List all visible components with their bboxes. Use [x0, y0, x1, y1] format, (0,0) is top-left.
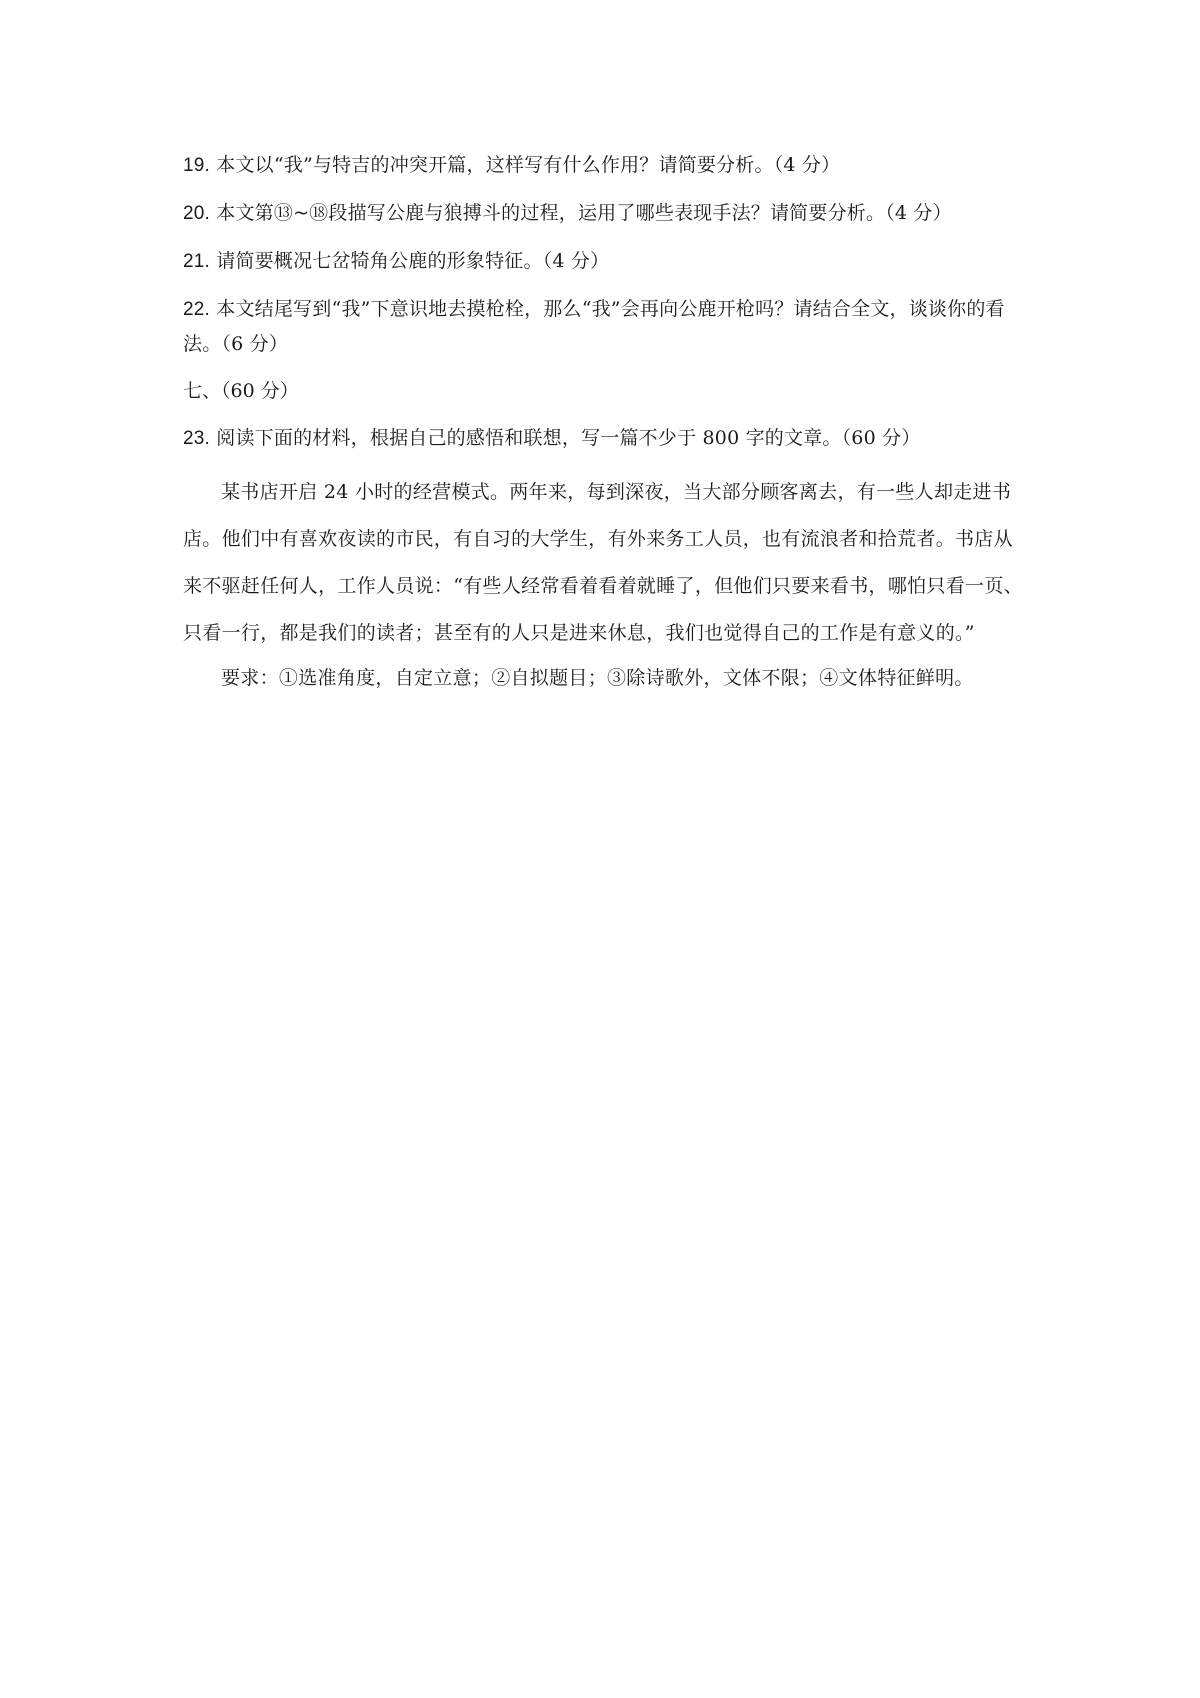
question-number: 19. — [183, 155, 211, 176]
question-number: 21. — [183, 251, 211, 272]
question-23 — [183, 421, 1028, 456]
question-text: 本文以“我”与特吉的冲突开篇，这样写有什么作用？请简要分析。（4 分） — [216, 154, 841, 176]
exam-page — [183, 148, 1028, 695]
question-20 — [183, 196, 1028, 231]
question-21 — [183, 244, 1028, 279]
essay-requirements: 要求：①选准角度，自定立意；②自拟题目；③除诗歌外，文体不限；④文体特征鲜明。 — [221, 667, 974, 689]
essay-material: 某书店开启 24 小时的经营模式。两年来，每到深夜，当大部分顾客离去，有一些人却走进书店。他们中有喜欢夜读的市民，有自习的大学生，有外来务工人员，也有流浪者和拾荒者。书店从来不驱赶任何人，工作人员说：“有些人经常看着看着就睡了，但他们只要来看书，哪怕只看一页、只看一行，都是我们的读者；甚至有的人只是进来休息，我们也觉得自己的工作是有意义的。” — [183, 481, 1023, 644]
question-text: 请简要概况七岔犄角公鹿的形象特征。（4 分） — [216, 250, 610, 272]
section-heading: 七、（60 分） — [183, 380, 299, 402]
question-number: 20. — [183, 203, 211, 224]
question-number: 23. — [183, 428, 211, 449]
question-number: 22. — [183, 299, 211, 320]
question-text: 阅读下面的材料，根据自己的感悟和联想，写一篇不少于 800 字的文章。（60 分） — [216, 427, 921, 449]
question-22 — [183, 292, 1028, 361]
question-19 — [183, 148, 1028, 183]
question-text: 本文结尾写到“我”下意识地去摸枪栓，那么“我”会再向公鹿开枪吗？请结合全文，谈谈你的看法。（6 分） — [183, 298, 1005, 355]
question-text: 本文第⑬~⑱段描写公鹿与狼搏斗的过程，运用了哪些表现手法？请简要分析。（4 分） — [216, 202, 952, 224]
